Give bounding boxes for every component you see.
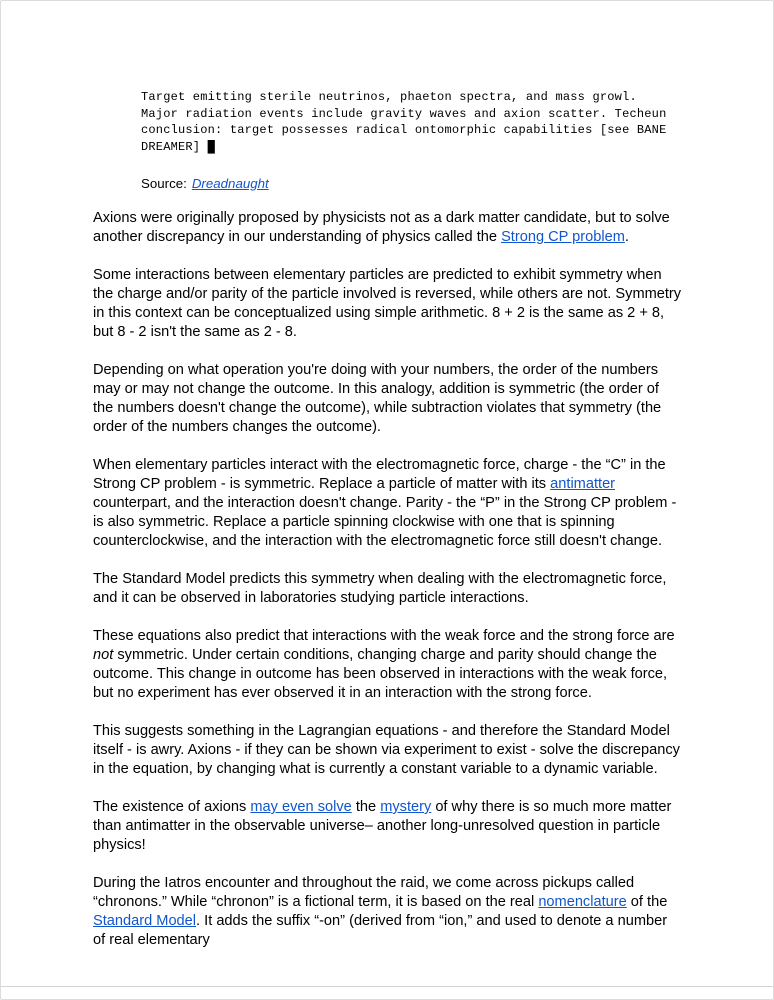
- text-run: . It adds the suffix “-on” (derived from “ion,” and used to denote a number of real elementary: [93, 913, 668, 948]
- quote-block: [141, 89, 683, 155]
- source-label: Source:: [141, 176, 187, 191]
- paragraph: [93, 798, 683, 855]
- quote-line: Target emitting sterile neutrinos, phaeton spectra, and mass growl.: [141, 90, 637, 104]
- text-run: This suggests something in the Lagrangian equations - and therefore the Standard Model itself - is awry. Axions - if they can be shown via experiment to exist - solve the discrepancy in the equation, by changing what is currently a constant variable to a dynamic variable.: [93, 723, 680, 777]
- text-run: During the Iatros encounter and throughout the raid, we come across pickups called “chronons.” While “chronon” is a fictional term, it is based on the real: [93, 875, 635, 910]
- text-run: The Standard Model predicts this symmetry when dealing with the electromagnetic force, and it can be observed in laboratories studying particle interactions.: [93, 571, 667, 606]
- hyperlink[interactable]: antimatter: [550, 476, 616, 492]
- paragraph: [93, 209, 683, 247]
- text-run: counterpart, and the interaction doesn't change. Parity - the “P” in the Strong CP problem - is also symmetric. Replace a particle spinning clockwise with one that is spinning counterclockwise, and the interaction with the electromagnetic force still doesn't change.: [93, 495, 677, 549]
- paragraph: [93, 874, 683, 950]
- source-link[interactable]: Dreadnaught: [191, 176, 269, 191]
- text-run: These equations also predict that interactions with the weak force and the strong force are: [93, 628, 675, 644]
- paragraph: [93, 456, 683, 551]
- text-cursor: █: [207, 139, 216, 154]
- hyperlink[interactable]: Strong CP problem: [501, 229, 625, 245]
- quote-line: conclusion: target possesses radical ontomorphic capabilities [see BANE: [141, 123, 667, 137]
- text-run: .: [624, 229, 629, 245]
- hyperlink[interactable]: Standard Model: [93, 913, 197, 929]
- article-body: [93, 209, 683, 950]
- text-run: symmetric. Under certain conditions, changing charge and parity should change the outcome. This change in outcome has been observed in interactions with the weak force, but no experiment has ever observed it in an interaction with the strong force.: [93, 647, 668, 701]
- text-run: the: [351, 799, 381, 815]
- text-run: The existence of axions: [93, 799, 251, 815]
- hyperlink[interactable]: may even solve: [250, 799, 352, 815]
- italic-text: not: [93, 647, 114, 663]
- hyperlink[interactable]: nomenclature: [538, 894, 627, 910]
- text-run: Axions were originally proposed by physicists not as a dark matter candidate, but to solve another discrepancy in our understanding of physics called the: [93, 210, 670, 245]
- hyperlink[interactable]: mystery: [380, 799, 432, 815]
- quote-line: DREAMER] █: [141, 139, 216, 154]
- source-line: [141, 175, 683, 192]
- text-run: Some interactions between elementary particles are predicted to exhibit symmetry when the charge and/or parity of the particle involved is reversed, while others are not. Symmetry in this context can be conceptualized using simple arithmetic. 8 + 2 is the same as 2 + 8, but 8 - 2 isn't the same as 2 - 8.: [93, 267, 682, 340]
- paragraph: [93, 570, 683, 608]
- document-content: [1, 1, 773, 950]
- paragraph: [93, 266, 683, 342]
- text-run: of the: [626, 894, 668, 910]
- page-break-line: [1, 986, 773, 987]
- text-run: of why there is so much more matter than antimatter in the observable universe– another long-unresolved question in particle physics!: [93, 799, 672, 853]
- text-run: When elementary particles interact with the electromagnetic force, charge - the “C” in the Strong CP problem - is symmetric. Replace a particle of matter with its: [93, 457, 666, 492]
- paragraph: [93, 722, 683, 779]
- quote-line: Major radiation events include gravity waves and axion scatter. Techeun: [141, 106, 667, 121]
- text-run: Depending on what operation you're doing with your numbers, the order of the numbers may or may not change the outcome. In this analogy, addition is symmetric (the order of the numbers doesn't change the outcome), while subtraction violates that symmetry (the order of the numbers changes the outcome).: [93, 362, 662, 435]
- paragraph: [93, 361, 683, 437]
- paragraph: [93, 627, 683, 703]
